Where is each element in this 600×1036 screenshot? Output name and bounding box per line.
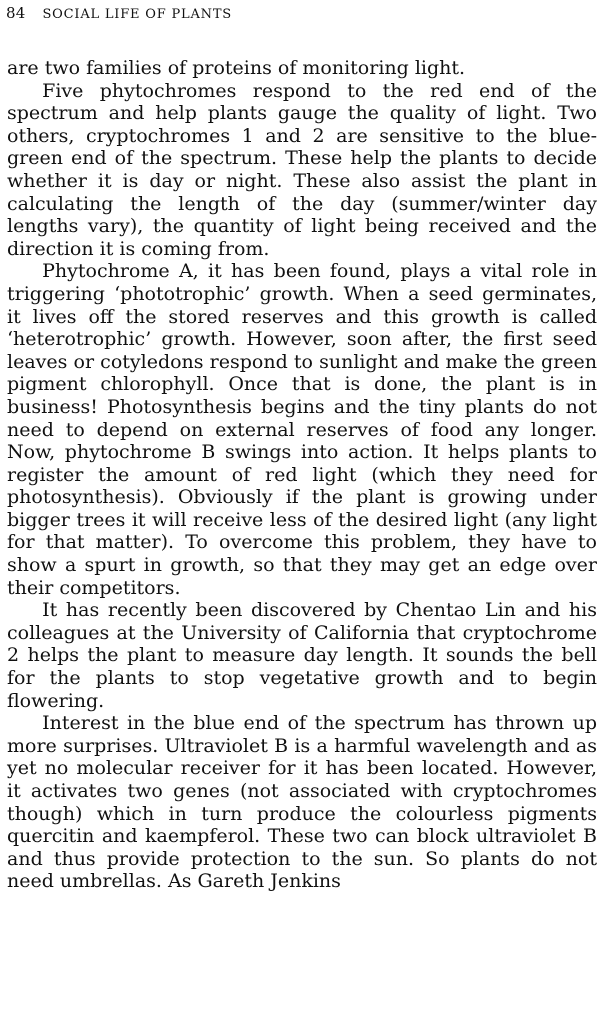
paragraph-cryptochrome-2: It has recently been discovered by Chentao Lin and his colleagues at the University of California that cryptochrome 2 helps the plant to measure day length. It sounds the bell for the plants to stop vegetative growth and to begin flowering. xyxy=(7,599,597,712)
paragraph-phytochromes: Five phytochromes respond to the red end of the spectrum and help plants gauge the quality of light. Two others, cryptochromes 1 and 2 are sensitive to the blue-green end of the spectrum. These help the plants to decide whether it is day or night. These also assist the plant in calculating the length of the day (summer/winter day lengths vary), the quantity of light being received and the direction it is coming from. xyxy=(7,79,597,260)
paragraph-continuation: are two families of proteins of monitoring light. xyxy=(7,57,466,79)
running-title: SOCIAL LIFE OF PLANTS xyxy=(42,7,233,22)
paragraph-phytochrome-a: Phytochrome A, it has been found, plays a vital role in triggering ‘phototrophic’ growth. When a seed germinates, it lives off the stored reserves and this growth is called ‘heterotrophic’ growth. However, soon after, the first seed leaves or cotyledons respond to sunlight and make the green pigment chlorophyll. Once that is done, the plant is in business! Photosynthesis begins and the tiny plants do not need to depend on external reserves of food any longer. Now, phytochrome B swings into action. It helps plants to register the amount of red light (which they need for photosynthesis). Obviously if the plant is growing under bigger trees it will receive less of the desired light (any light for that matter). To overcome this problem, they have to show a spurt in growth, so that they may get an edge over their competitors. xyxy=(7,260,597,599)
page-number: 84 xyxy=(6,4,26,22)
paragraph-blue-end: Interest in the blue end of the spectrum has thrown up more surprises. Ultraviolet B is a harmful wavelength and as yet no molecular receiver for it has been located. However, it activates two genes (not associated with cryptochromes though) which in turn produce the colourless pigments quercitin and kaempferol. These two can block ultraviolet B and thus provide protection to the sun. So plants do not need umbrellas. As Gareth Jenkins xyxy=(7,712,597,893)
running-head xyxy=(6,4,232,26)
body-text xyxy=(7,57,597,893)
